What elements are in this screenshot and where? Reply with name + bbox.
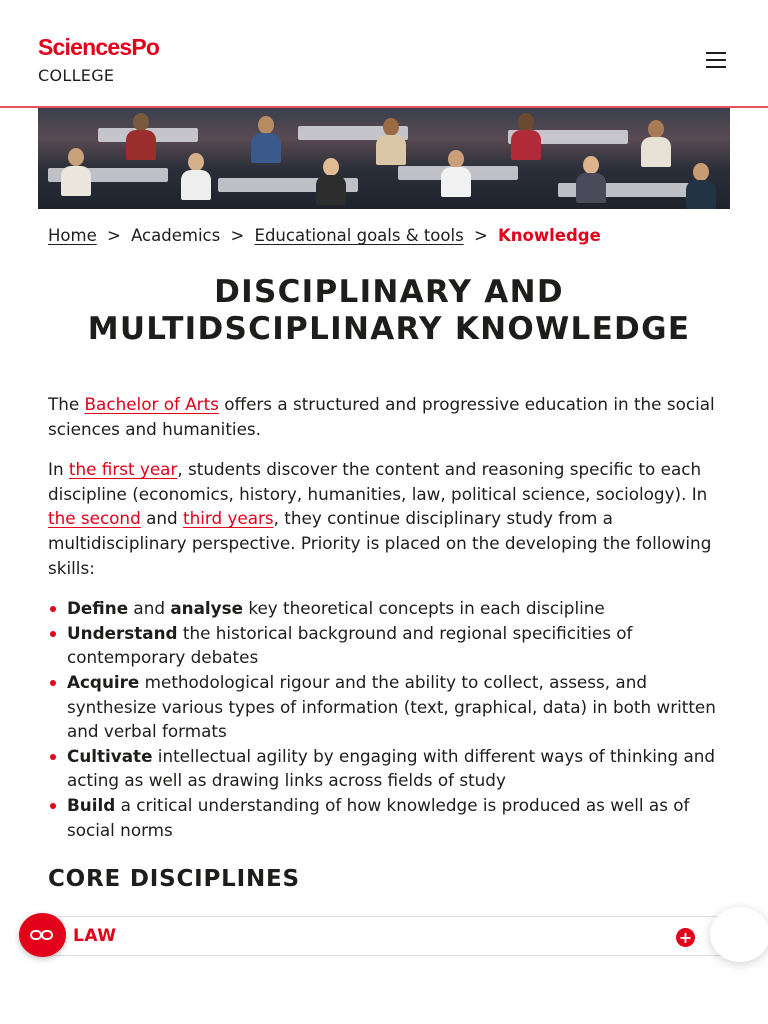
list-item (48, 596, 722, 621)
second-year-link[interactable]: the second (48, 508, 141, 529)
intro-paragraph-1 (48, 392, 722, 441)
skill-text: a critical understanding of how knowledge is produced as well as of social norms (67, 794, 690, 840)
accordion-law-label[interactable]: LAW (73, 926, 117, 946)
skill-text: methodological rigour and the ability to collect, assess, and synthesize various types of information (text, graphical, data) in both written and verbal formats (67, 671, 716, 742)
logo-college[interactable]: COLLEGE (38, 66, 115, 85)
breadcrumb-separator: > (473, 226, 488, 245)
intro-text: , students discover the content and reasoning specific to each discipline (economics, history, humanities, law, political science, sociology). In (48, 459, 708, 504)
skill-keyword: Cultivate (67, 745, 153, 766)
skill-keyword: Build (67, 794, 116, 815)
skills-list (48, 596, 722, 842)
page-title-line2: MULTIDSCIPLINARY KNOWLEDGE (87, 311, 691, 347)
first-year-link[interactable]: the first year (68, 459, 178, 480)
list-item (48, 744, 722, 793)
accessibility-glasses-icon[interactable] (19, 913, 66, 957)
list-item (48, 670, 722, 744)
skill-text: key theoretical concepts in each discipline (242, 598, 605, 619)
bachelor-of-arts-link[interactable]: Bachelor of Arts (84, 394, 219, 414)
skill-text: the historical background and regional specificities of contemporary debates (67, 622, 633, 668)
skill-text: intellectual agility by engaging with different ways of thinking and acting as well as drawing links across fields of study (67, 745, 716, 791)
expand-plus-icon[interactable]: + (676, 928, 695, 947)
hamburger-menu-icon[interactable] (702, 52, 730, 74)
main-content (48, 392, 722, 842)
list-item (48, 793, 722, 842)
breadcrumb-academics: Academics (131, 226, 221, 245)
page-title (48, 274, 730, 348)
breadcrumb-current: Knowledge (498, 226, 601, 245)
page-title-line1: DISCIPLINARY AND (214, 274, 564, 310)
intro-paragraph-2 (48, 457, 722, 580)
intro-text: , they continue disciplinary study from a multidisciplinary perspective. Priority is placed on the developing the following skills: (48, 508, 712, 578)
breadcrumb-separator: > (230, 226, 245, 245)
skill-keyword: Define (67, 598, 129, 619)
breadcrumb-home-link[interactable]: Home (48, 226, 97, 245)
chat-bubble-button[interactable] (710, 907, 768, 962)
list-item (48, 621, 722, 670)
third-years-link[interactable]: third years (182, 508, 274, 529)
intro-text: In (48, 459, 69, 480)
skill-keyword: Understand (67, 622, 178, 643)
intro-text: The (48, 394, 85, 414)
skill-keyword: analyse (170, 598, 243, 619)
hero-classroom-image (38, 108, 730, 209)
site-header (0, 0, 768, 108)
intro-text: and (140, 508, 183, 529)
breadcrumb-goals-link[interactable]: Educational goals & tools (254, 226, 464, 245)
intro-text: offers a structured and progressive education in the social sciences and humanities. (48, 394, 715, 439)
breadcrumb-separator: > (106, 226, 121, 245)
skill-text: and (128, 598, 171, 619)
logo-sciencespo[interactable]: SciencesPo (38, 34, 160, 60)
breadcrumb (48, 226, 601, 245)
core-disciplines-heading: CORE DISCIPLINES (48, 866, 300, 892)
skill-keyword: Acquire (67, 671, 140, 692)
accordion-law[interactable] (48, 916, 730, 956)
